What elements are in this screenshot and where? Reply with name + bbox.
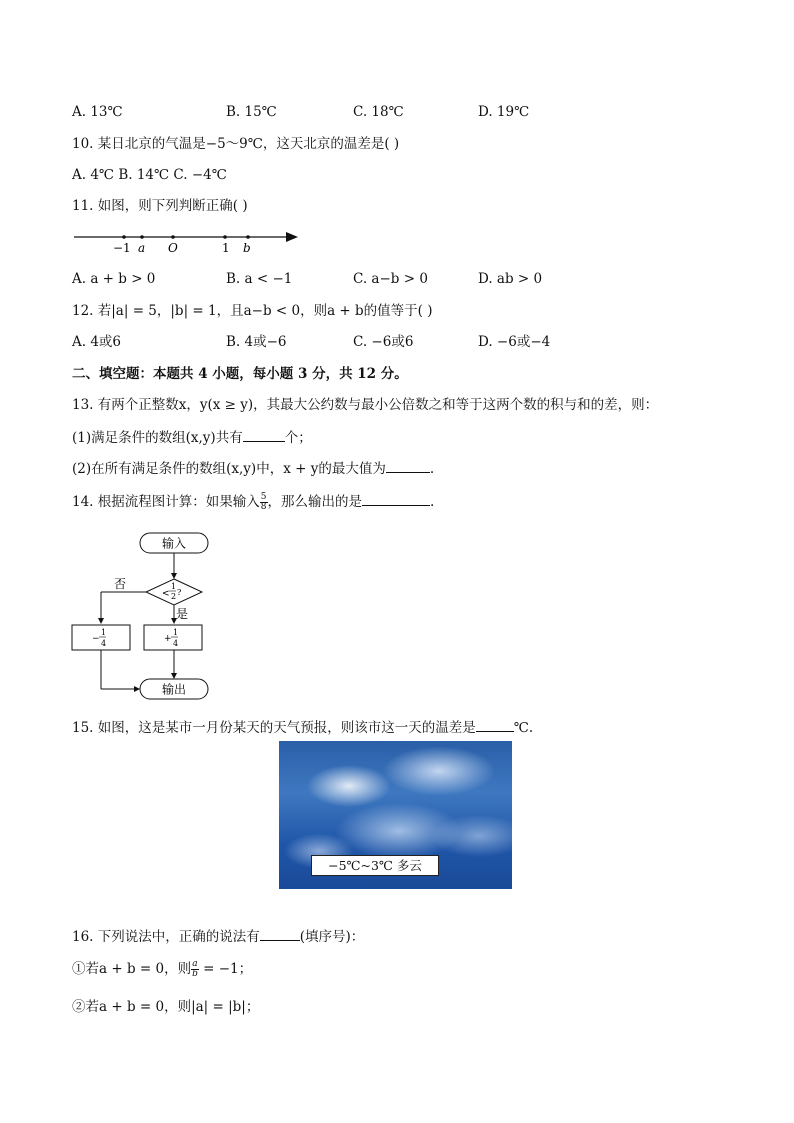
- forecast-label: −5℃~3℃ 多云: [311, 855, 439, 876]
- q16-item1-suffix: = −1；: [198, 961, 253, 977]
- fc-left-den: 4: [101, 639, 107, 648]
- answer-blank[interactable]: [362, 491, 430, 506]
- q15-text-b: ℃.: [513, 720, 534, 736]
- fc-cond-den: 2: [171, 592, 177, 601]
- q13-text: 13. 有两个正整数x，y(x ≥ y)，其最大公约数与最小公倍数之和等于这两个数的积与和的差，则：: [72, 397, 659, 413]
- q12-option-a: A. 4或6: [72, 334, 122, 350]
- fc-no-label: 否: [114, 577, 127, 591]
- q16-item-2: ②若a + b = 0，则|a| = |b|；: [72, 999, 260, 1015]
- q11-text: 11. 如图，则下列判断正确( ): [72, 198, 248, 214]
- answer-blank[interactable]: [386, 458, 430, 473]
- number-line: [72, 226, 304, 256]
- q16-text-a: 16. 下列说法中，正确的说法有: [72, 929, 260, 945]
- nl-label-b: b: [243, 241, 251, 255]
- q13-part2-text: (2)在所有满足条件的数组(x,y)中，x + y的最大值为: [72, 461, 386, 477]
- q16-text: [72, 926, 364, 946]
- fc-cond-num: 1: [171, 582, 177, 591]
- q13-part1-suffix: 个；: [284, 430, 312, 446]
- nl-label-1: 1: [222, 241, 230, 255]
- nl-label-a: a: [138, 241, 146, 255]
- q10-text: 10. 某日北京的气温是−5～9℃，这天北京的温差是( ): [72, 136, 400, 152]
- q9-option-d: D. 19℃: [478, 104, 530, 120]
- fc-yes-label: 是: [176, 607, 189, 621]
- nl-label-o: O: [168, 241, 178, 255]
- q16-item1-text: ①若a + b = 0，则: [72, 961, 192, 977]
- section-heading: 二、填空题：本题共 4 小题，每小题 3 分，共 12 分。: [72, 366, 408, 382]
- q12-text: 12. 若|a| = 5，|b| = 1，且a−b < 0，则a + b的值等于( ): [72, 303, 433, 319]
- q13-part1-text: (1)满足条件的数组(x,y)共有: [72, 430, 243, 446]
- q13-part2: [72, 458, 434, 478]
- q9-option-c: C. 18℃: [353, 104, 404, 120]
- frac-den: 8: [260, 502, 267, 512]
- frac-den: b: [192, 969, 198, 979]
- q12-option-c: C. −6或6: [353, 334, 414, 350]
- q12-option-b: B. 4或−6: [226, 334, 287, 350]
- q9-option-b: B. 15℃: [226, 104, 277, 120]
- q14-text-b: ，那么输出的是: [267, 494, 362, 510]
- q11-option-d: D. ab > 0: [478, 271, 543, 287]
- fc-right-den: 4: [173, 639, 179, 648]
- q16-item-1: [72, 960, 252, 979]
- q14-text-c: .: [430, 494, 435, 510]
- q16-text-b: (填序号)：: [299, 929, 365, 945]
- q15-text-a: 15. 如图，这是某市一月份某天的天气预报，则该市这一天的温差是: [72, 720, 476, 736]
- q11-option-b: B. a < −1: [226, 271, 293, 287]
- answer-blank[interactable]: [260, 926, 300, 941]
- fc-input: 输入: [161, 536, 187, 551]
- frac-num: a: [192, 959, 198, 969]
- fc-output: 输出: [161, 682, 187, 697]
- q15-text: [72, 717, 533, 737]
- fc-cond-prefix: <: [162, 589, 170, 599]
- q10-options: A. 4℃ B. 14℃ C. −4℃: [72, 167, 227, 183]
- frac-num: 5: [260, 492, 267, 502]
- q14-text: [72, 491, 434, 512]
- fc-left-op: −: [92, 634, 100, 644]
- q11-option-a: A. a + b > 0: [72, 271, 156, 287]
- nl-label-minus1: −1: [113, 241, 131, 255]
- fc-right-num: 1: [173, 628, 179, 637]
- fc-cond-suffix: ?: [177, 588, 182, 597]
- fc-left-num: 1: [101, 628, 107, 637]
- weather-forecast-image: [279, 741, 512, 889]
- fc-right-op: +: [164, 634, 172, 644]
- q13-part2-suffix: .: [429, 461, 435, 477]
- flowchart: [70, 528, 220, 704]
- answer-blank[interactable]: [476, 717, 514, 732]
- q11-option-c: C. a−b > 0: [353, 271, 428, 287]
- q13-part1: [72, 427, 312, 447]
- q14-text-a: 14. 根据流程图计算：如果输入: [72, 494, 260, 510]
- q12-option-d: D. −6或−4: [478, 334, 551, 350]
- q16-item1-fraction: [191, 960, 199, 979]
- q14-input-fraction: [260, 493, 268, 512]
- answer-blank[interactable]: [243, 427, 285, 442]
- q9-option-a: A. 13℃: [72, 104, 123, 120]
